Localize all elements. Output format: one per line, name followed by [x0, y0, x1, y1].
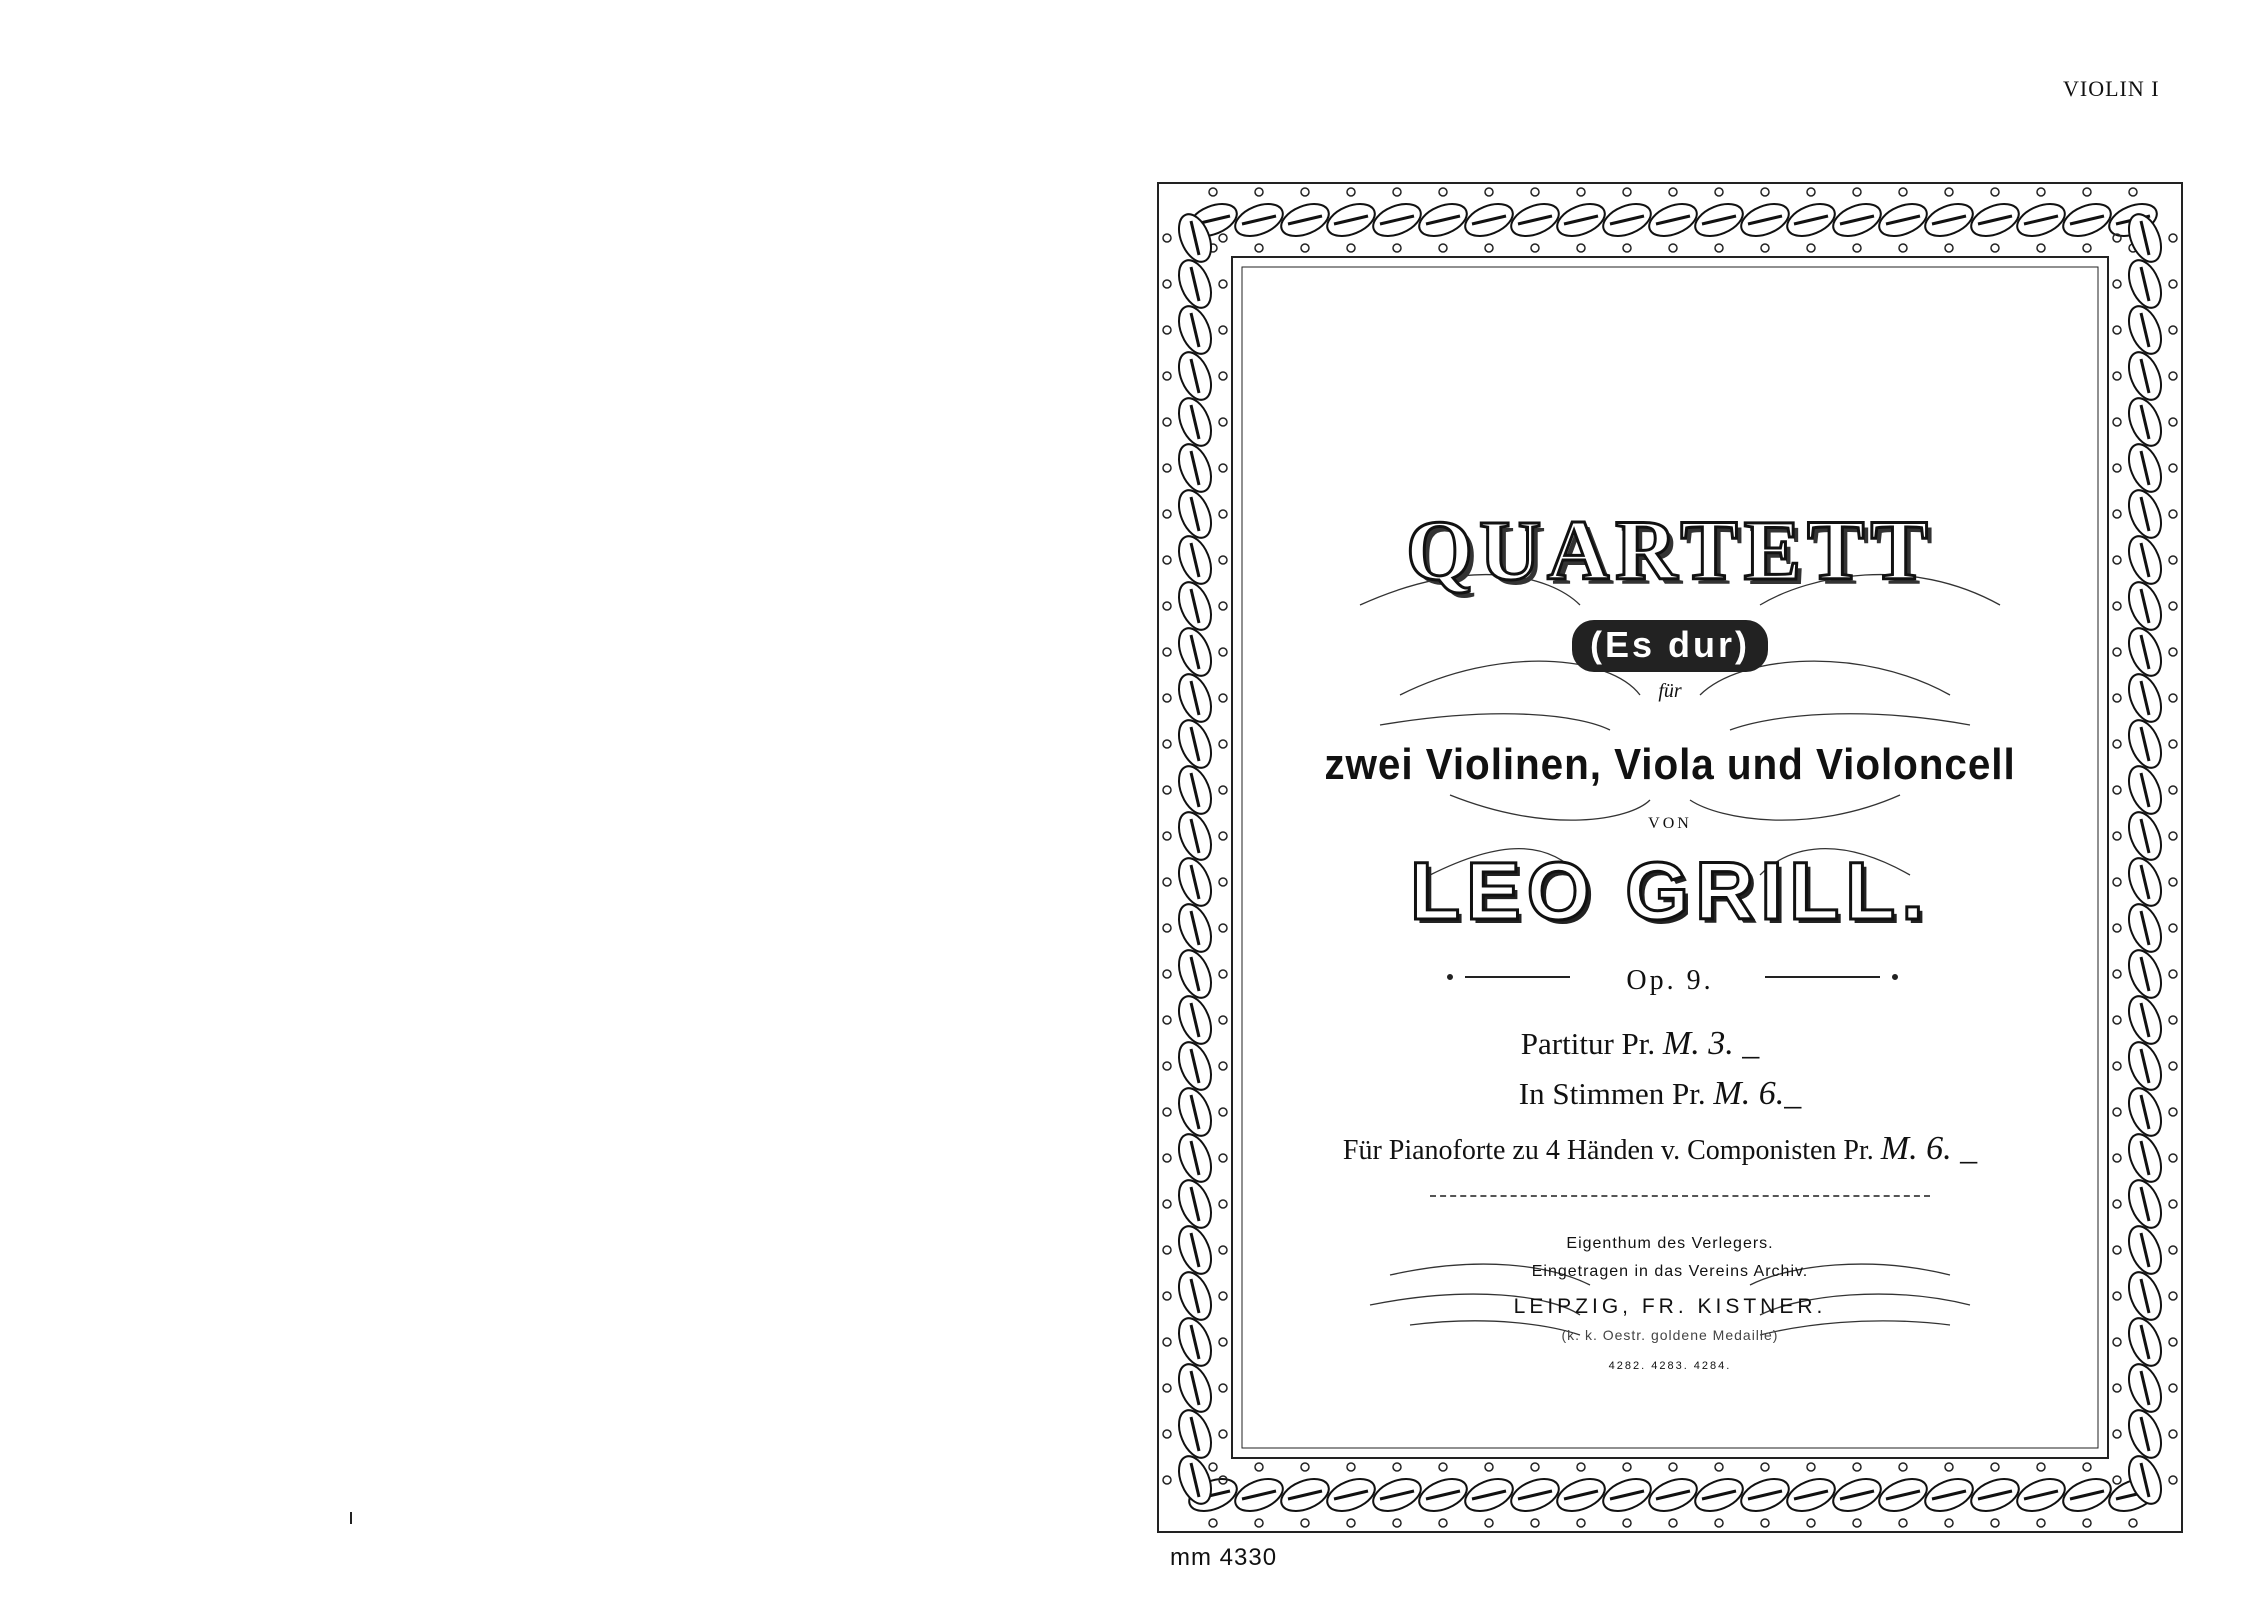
- key-text: (Es dur): [1572, 620, 1768, 672]
- price-amount: M. 6. _: [1880, 1130, 1978, 1167]
- publisher-name: LEIPZIG, FR. KISTNER.: [1513, 1295, 1827, 1318]
- opus-number: Op. 9.: [1626, 965, 1714, 996]
- publisher-property-note: Eigenthum des Verlegers.: [1566, 1235, 1774, 1252]
- price-amount: M. 3. _: [1662, 1025, 1760, 1062]
- ornamental-frame: [1150, 175, 2190, 1540]
- price-line: [1240, 1130, 2080, 1168]
- price-line: [1220, 1025, 2060, 1063]
- for-label: für: [1658, 680, 1682, 702]
- by-label: VON: [1648, 815, 1692, 832]
- price-line: [1240, 1075, 2080, 1113]
- price-amount: M. 6._: [1713, 1075, 1802, 1112]
- divider: [1430, 1195, 1930, 1197]
- publisher-award: (k. k. Oestr. goldene Medaille): [1561, 1327, 1779, 1343]
- composer-name: LEO GRILL.: [1409, 846, 1931, 937]
- main-title: QUARTETT: [1406, 502, 1934, 598]
- publisher-registration-note: Eingetragen in das Vereins Archiv.: [1531, 1263, 1809, 1280]
- key-label: [1250, 620, 2090, 672]
- plate-numbers: 4282. 4283. 4284.: [1608, 1360, 1732, 1372]
- instrumentation: zwei Violinen, Viola und Violoncell: [1324, 740, 2016, 789]
- price-label: Für Pianoforte zu 4 Händen v. Componisten Pr.: [1342, 1135, 1874, 1166]
- part-label: VIOLIN I: [2063, 76, 2160, 101]
- price-label: In Stimmen Pr.: [1518, 1076, 1706, 1111]
- catalog-number: mm 4330: [1170, 1544, 1278, 1571]
- title-page-content: [1250, 275, 2090, 1435]
- price-label: Partitur Pr.: [1520, 1026, 1656, 1061]
- scan-mark: [350, 1512, 352, 1524]
